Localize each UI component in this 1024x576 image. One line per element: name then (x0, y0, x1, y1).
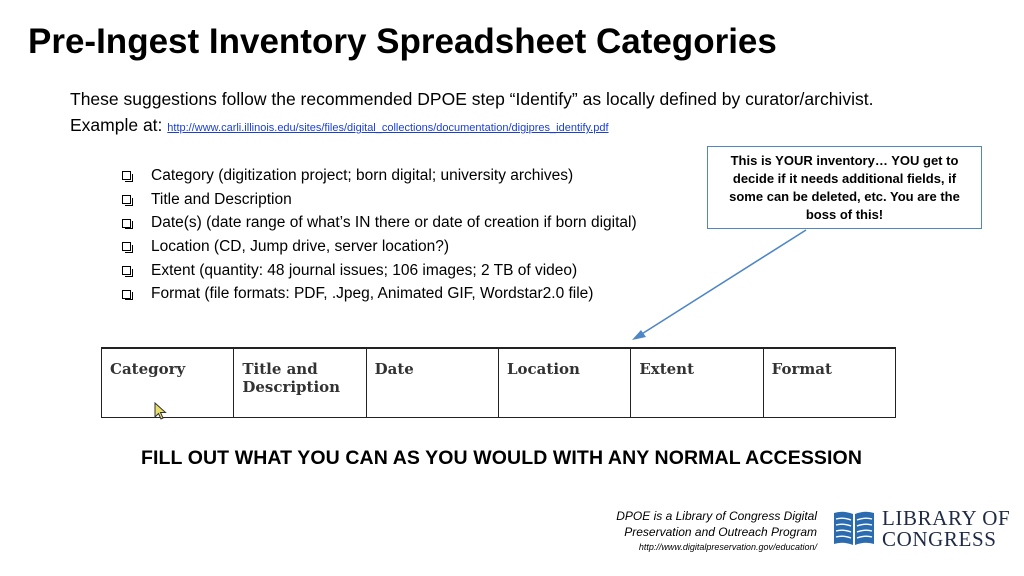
logo-line-2: CONGRESS (882, 527, 997, 551)
open-book-icon (832, 509, 876, 549)
table-header-extent: Extent (630, 349, 762, 417)
footer-line-2: Preservation and Outreach Program (624, 524, 817, 539)
checkbox-bullet-icon (122, 219, 131, 228)
mouse-cursor-icon (154, 402, 168, 420)
call-to-action: FILL OUT WHAT YOU CAN AS YOU WOULD WITH ANY NORMAL ACCESSION (141, 447, 862, 469)
logo-wordmark (882, 508, 1010, 550)
list-item-text: Extent (quantity: 48 journal issues; 106 images; 2 TB of video) (151, 261, 578, 279)
list-item (122, 211, 637, 235)
list-item (122, 164, 637, 188)
list-item (122, 235, 637, 259)
footer-url: http://www.digitalpreservation.gov/education/ (638, 542, 817, 552)
table-header-format: Format (763, 349, 895, 417)
library-of-congress-logo (832, 506, 1010, 552)
list-item-text: Location (CD, Jump drive, server location?) (151, 238, 450, 256)
list-item-text: Title and Description (151, 190, 292, 208)
slide-title: Pre-Ingest Inventory Spreadsheet Categories (28, 22, 777, 61)
list-item-text: Category (digitization project; born digital; university archives) (151, 167, 574, 184)
intro-text: These suggestions follow the recommended DPOE step “Identify” as locally defined by curator/archivist. Example at: (70, 89, 874, 135)
logo-line-1: LIBRARY OF (882, 506, 1011, 530)
list-item (122, 259, 637, 283)
table-header-location: Location (498, 349, 630, 417)
footer-line-1: DPOE is a Library of Congress Digital (616, 509, 817, 523)
inventory-table (101, 347, 896, 418)
checkbox-bullet-icon (122, 290, 131, 299)
callout-box: This is YOUR inventory… YOU get to decide if it needs additional fields, if some can be deleted, etc. You are the boss of this! (707, 146, 982, 229)
table-header-date: Date (366, 349, 498, 417)
checkbox-bullet-icon (122, 242, 131, 251)
checkbox-bullet-icon (122, 171, 131, 180)
list-item-text: Date(s) (date range of what’s IN there or date of creation if born digital) (151, 214, 637, 232)
list-item (122, 282, 637, 306)
checkbox-bullet-icon (122, 195, 131, 204)
intro-link[interactable]: http://www.carli.illinois.edu/sites/files/digital_collections/documentation/digipres_identify.pdf (167, 122, 609, 134)
list-item-text: Format (file formats: PDF, .Jpeg, Animated GIF, Wordstar2.0 file) (151, 285, 594, 303)
list-item (122, 188, 637, 212)
intro-paragraph (70, 86, 890, 141)
footer-note (580, 509, 817, 556)
table-header-title-description: Title and Description (233, 349, 365, 417)
category-list (122, 164, 637, 306)
table-header-category: Category (110, 360, 186, 378)
checkbox-bullet-icon (122, 266, 131, 275)
